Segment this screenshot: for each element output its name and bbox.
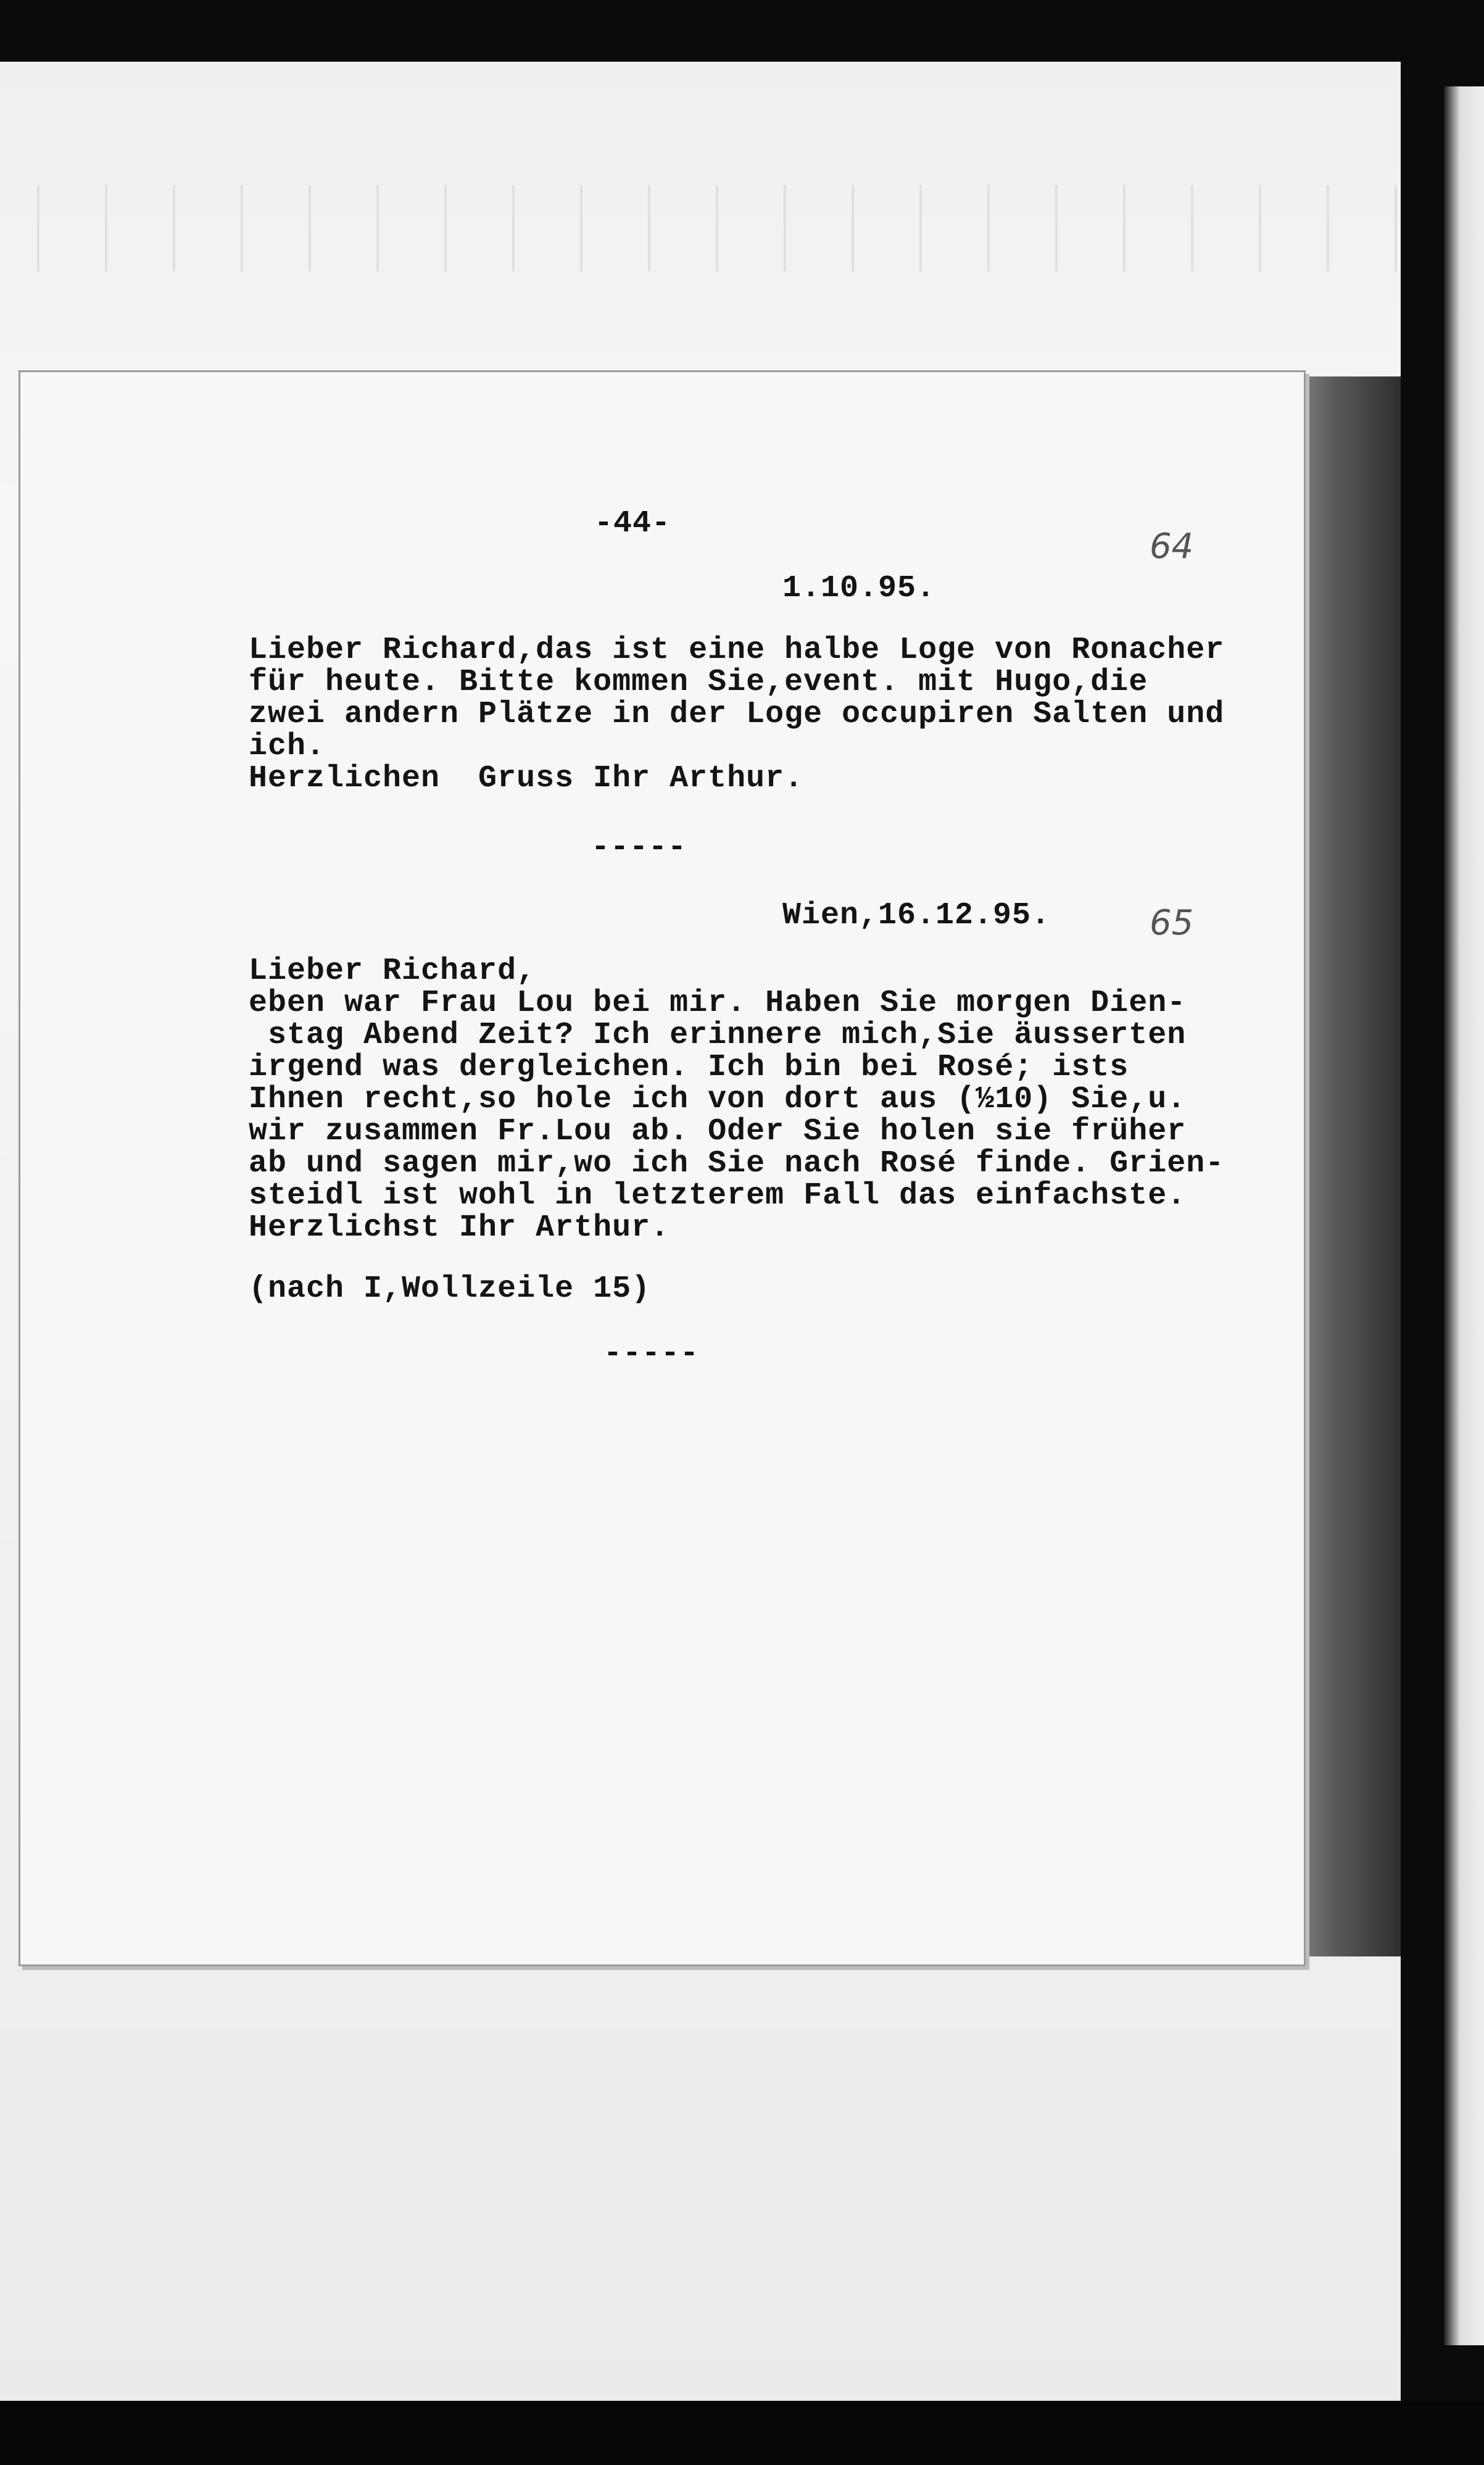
letter2-line-1: Lieber Richard, (249, 954, 536, 989)
archive-number-65: 65 (1150, 903, 1194, 943)
letter2-line-7: ab und sagen mir,wo ich Sie nach Rosé finde. Grien- (249, 1146, 1225, 1181)
background-marks (0, 185, 1401, 272)
letter1-line-5: Herzlichen Gruss Ihr Arthur. (249, 761, 804, 796)
letter2-line-9: Herzlichst Ihr Arthur. (249, 1210, 670, 1245)
archive-number-64: 64 (1150, 526, 1194, 567)
letter2-line-2: eben war Frau Lou bei mir. Haben Sie morgen Dien- (249, 986, 1187, 1021)
letter2-date: Wien,16.12.95. (782, 898, 1051, 933)
letter2-line-5: Ihnen recht,so hole ich von dort aus (½10) Sie,u. (249, 1082, 1187, 1117)
letter2-line-4: irgend was dergleichen. Ich bin bei Rosé; ists (249, 1050, 1129, 1085)
letter1-line-3: zwei andern Plätze in der Loge occupiren Salten und (249, 697, 1225, 732)
letter2-line-8: steidl ist wohl in letzterem Fall das einfachste. (249, 1178, 1187, 1213)
page-number: -44- (594, 506, 671, 541)
letter2-line-3: stag Abend Zeit? Ich erinnere mich,Sie äusserten (249, 1018, 1187, 1053)
letter2-line-6: wir zusammen Fr.Lou ab. Oder Sie holen sie früher (249, 1114, 1187, 1149)
letter1-separator: ----- (591, 830, 687, 865)
typed-letter-page (19, 370, 1306, 1966)
letter2-address-note: (nach I,Wollzeile 15) (249, 1271, 651, 1307)
letter1-line-4: ich. (249, 729, 326, 764)
letter1-line-1: Lieber Richard,das ist eine halbe Loge von Ronacher (249, 633, 1225, 668)
letter1-date: 1.10.95. (782, 571, 936, 606)
letter1-line-2: für heute. Bitte kommen Sie,event. mit Hugo,die (249, 665, 1148, 700)
letter2-separator: ----- (603, 1336, 700, 1371)
bottom-dark-border (0, 2401, 1484, 2465)
page-stack-shadow (1290, 376, 1401, 1956)
adjacent-page-edge (1444, 86, 1484, 2345)
